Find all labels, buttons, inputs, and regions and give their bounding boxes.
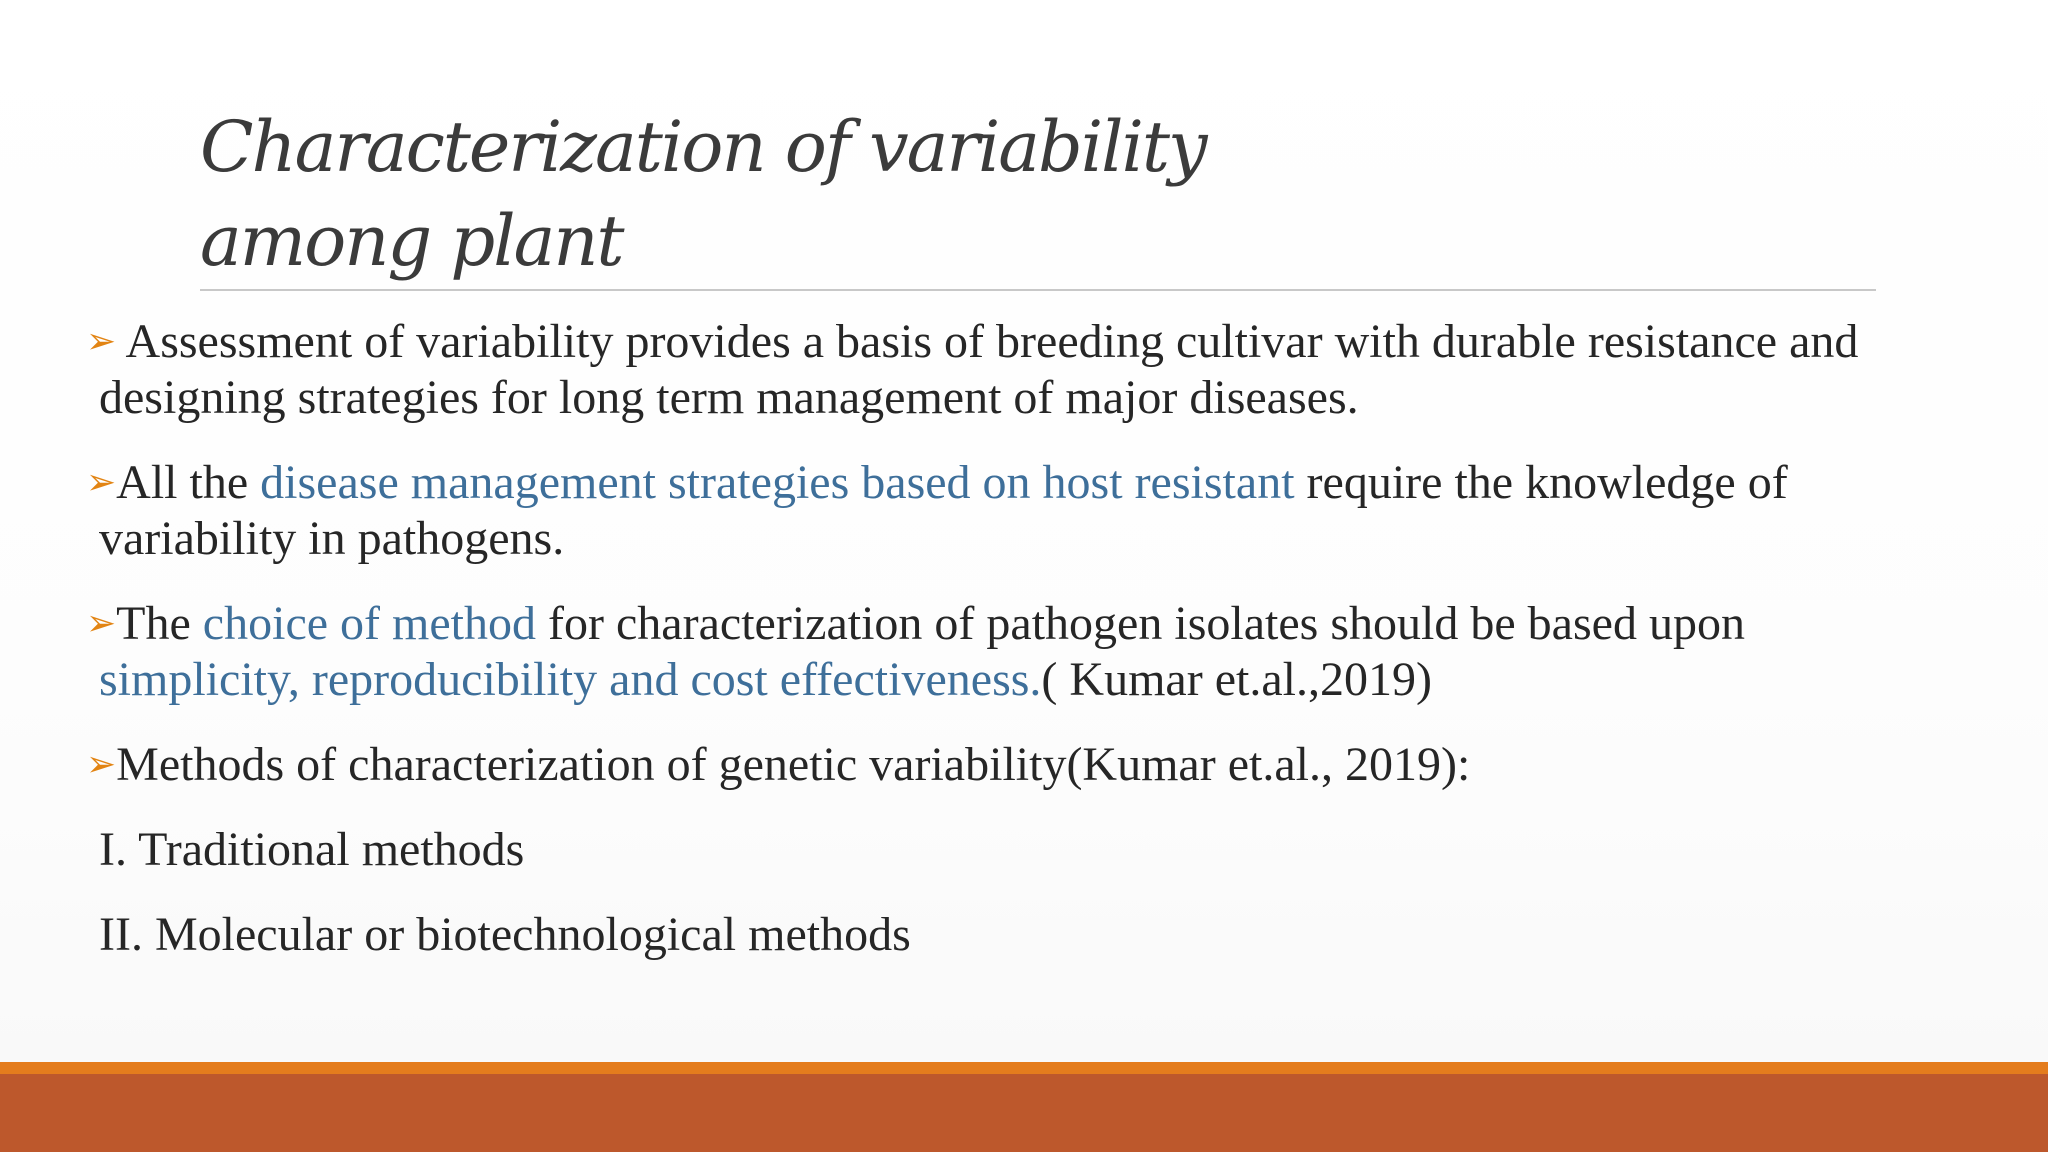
bullet-2-highlight: disease management strategies based on host resistant — [260, 456, 1295, 509]
bullet-3-highlight-2: simplicity, reproducibility and cost effectiveness. — [99, 653, 1042, 706]
bullet-4-text: Methods of characterization of genetic variability(Kumar et.al., 2019): — [116, 738, 1471, 791]
method-item-traditional: I. Traditional methods — [99, 823, 525, 876]
arrow-bullet-icon: ➢ — [86, 744, 117, 785]
bullet-1-text-cont: designing strategies for long term management of major diseases. — [99, 371, 1359, 424]
footer-bar — [0, 1074, 2048, 1152]
bullet-3-text: The — [116, 597, 203, 650]
footer-accent-bar — [0, 1062, 2048, 1074]
title-divider — [200, 289, 1876, 291]
bullet-item — [86, 737, 2016, 793]
bullet-item — [86, 455, 2016, 567]
arrow-bullet-icon: ➢ — [86, 462, 117, 503]
title-line-2: among plant — [200, 200, 623, 282]
bullet-item — [86, 314, 2016, 426]
bullet-2-text-cont: variability in pathogens. — [99, 512, 565, 565]
slide-body — [86, 314, 2016, 992]
bullet-2-text-b: require the knowledge of — [1294, 456, 1788, 509]
slide-title — [200, 100, 1500, 288]
bullet-3-text-b: for characterization of pathogen isolates should be based upon — [536, 597, 1745, 650]
method-item-molecular: II. Molecular or biotechnological methods — [99, 908, 911, 961]
bullet-3-line-2 — [86, 652, 2016, 708]
arrow-bullet-icon: ➢ — [86, 321, 117, 362]
bullet-3-citation: ( Kumar et.al.,2019) — [1041, 653, 1432, 706]
arrow-bullet-icon: ➢ — [86, 603, 117, 644]
title-line-1: Characterization of variability — [200, 106, 1206, 188]
bullet-item — [86, 596, 2016, 708]
bullet-2-text: All the — [116, 456, 261, 509]
bullet-3-highlight-1: choice of method — [202, 597, 537, 650]
bullet-1-text: Assessment of variability provides a basis of breeding cultivar with durable resistance and — [116, 315, 1859, 368]
